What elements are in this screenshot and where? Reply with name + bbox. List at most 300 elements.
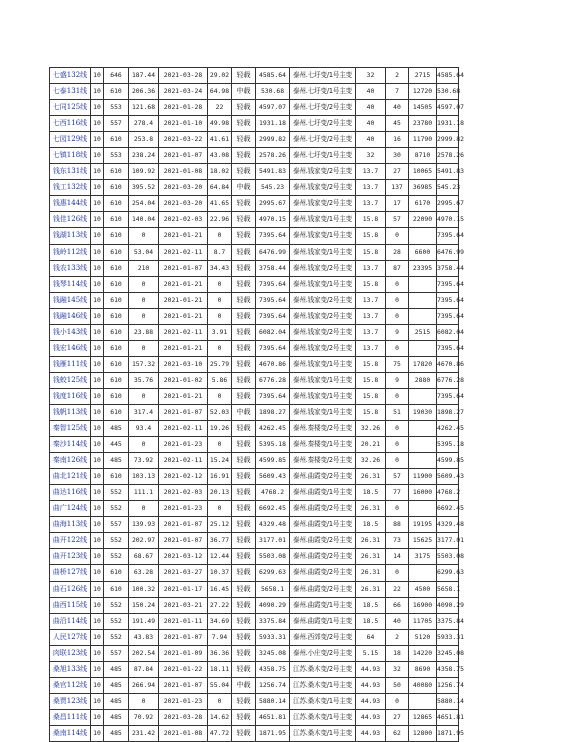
cell-c12: 11900 <box>409 469 437 485</box>
cell-station: 泰州.曲霞变/2号主变 <box>290 581 356 597</box>
cell-name: 秦沙114线 <box>50 437 91 453</box>
cell-date: 2021-01-21 <box>159 340 208 356</box>
cell-c4: 0 <box>129 228 159 244</box>
cell-date: 2021-03-21 <box>159 597 208 613</box>
cell-load: 轻载 <box>232 501 256 517</box>
cell-name: 钱琴114线 <box>50 276 91 292</box>
cell-c8: 5880.14 <box>256 693 290 709</box>
cell-c3: 552 <box>104 549 129 565</box>
cell-c12: 23780 <box>409 116 437 132</box>
cell-c10: 15.8 <box>356 404 386 420</box>
cell-name: 钱农133线 <box>50 260 91 276</box>
cell-station: 泰州.七圩变/2号主变 <box>290 100 356 116</box>
cell-c10: 15.8 <box>356 244 386 260</box>
cell-c11: 0 <box>386 501 409 517</box>
cell-station: 泰州.西郊变/2号主变 <box>290 629 356 645</box>
cell-c13: 7395.64 <box>437 228 459 244</box>
cell-v: 10 <box>91 661 104 677</box>
cell-v: 10 <box>91 581 104 597</box>
cell-c3: 445 <box>104 437 129 453</box>
cell-c11: 0 <box>386 308 409 324</box>
cell-load: 中载 <box>232 180 256 196</box>
cell-c6: 0 <box>208 501 232 517</box>
cell-name: 曲石126线 <box>50 581 91 597</box>
cell-c11: 2 <box>386 629 409 645</box>
cell-c13: 530.68 <box>437 84 459 100</box>
cell-c11: 32 <box>386 661 409 677</box>
cell-c3: 485 <box>104 421 129 437</box>
cell-c6: 64.84 <box>208 180 232 196</box>
cell-c3: 610 <box>104 340 129 356</box>
cell-name: 曲达116线 <box>50 485 91 501</box>
table-row <box>50 196 459 212</box>
cell-name: 钱湖113线 <box>50 228 91 244</box>
cell-c11: 27 <box>386 709 409 725</box>
cell-c10: 15.8 <box>356 212 386 228</box>
cell-station: 泰州.曲霞变/2号主变 <box>290 565 356 581</box>
cell-c12: 16000 <box>409 485 437 501</box>
cell-c4: 210 <box>129 260 159 276</box>
cell-c3: 610 <box>104 228 129 244</box>
cell-v: 10 <box>91 84 104 100</box>
cell-name: 曲西115线 <box>50 597 91 613</box>
cell-station: 泰州.钱家变/2号主变 <box>290 292 356 308</box>
cell-load: 中载 <box>232 84 256 100</box>
cell-c12: 19030 <box>409 404 437 420</box>
cell-v: 10 <box>91 148 104 164</box>
table-row <box>50 356 459 372</box>
cell-c13: 3375.84 <box>437 613 459 629</box>
cell-c12: 10065 <box>409 164 437 180</box>
cell-v: 10 <box>91 565 104 581</box>
cell-c6: 7.94 <box>208 629 232 645</box>
cell-c4: 231.42 <box>129 725 159 741</box>
cell-c11: 40 <box>386 100 409 116</box>
cell-station: 泰州.钱家变/2号主变 <box>290 324 356 340</box>
cell-c4: 0 <box>129 437 159 453</box>
cell-station: 泰州.曲霞变/2号主变 <box>290 501 356 517</box>
cell-name: 桑南114线 <box>50 725 91 741</box>
cell-station: 泰州.钱家变/2号主变 <box>290 308 356 324</box>
cell-c8: 7395.64 <box>256 276 290 292</box>
cell-c4: 0 <box>129 340 159 356</box>
cell-c3: 485 <box>104 725 129 741</box>
cell-load: 轻载 <box>232 260 256 276</box>
cell-c13: 1871.95 <box>437 725 459 741</box>
cell-v: 10 <box>91 308 104 324</box>
cell-c13: 5491.83 <box>437 164 459 180</box>
cell-c4: 103.13 <box>129 469 159 485</box>
cell-c10: 15.8 <box>356 276 386 292</box>
cell-v: 10 <box>91 260 104 276</box>
cell-c8: 7395.64 <box>256 340 290 356</box>
cell-c11: 2 <box>386 68 409 84</box>
cell-date: 2021-01-21 <box>159 308 208 324</box>
cell-c11: 0 <box>386 453 409 469</box>
cell-c3: 557 <box>104 116 129 132</box>
cell-station: 泰州.钱家变/1号主变 <box>290 276 356 292</box>
cell-c6: 43.08 <box>208 148 232 164</box>
cell-c6: 19.26 <box>208 421 232 437</box>
cell-c8: 4329.48 <box>256 517 290 533</box>
cell-date: 2021-02-11 <box>159 453 208 469</box>
cell-load: 轻载 <box>232 517 256 533</box>
cell-load: 轻载 <box>232 581 256 597</box>
cell-load: 轻载 <box>232 597 256 613</box>
cell-name: 七西116线 <box>50 116 91 132</box>
cell-station: 泰州.七圩变/2号主变 <box>290 132 356 148</box>
cell-v: 10 <box>91 613 104 629</box>
cell-c10: 64 <box>356 629 386 645</box>
cell-v: 10 <box>91 68 104 84</box>
cell-name: 桑官112线 <box>50 677 91 693</box>
cell-date: 2021-02-11 <box>159 324 208 340</box>
cell-c13: 545.23 <box>437 180 459 196</box>
cell-c6: 16.45 <box>208 581 232 597</box>
cell-load: 轻载 <box>232 533 256 549</box>
cell-date: 2021-01-23 <box>159 501 208 517</box>
table-row <box>50 533 459 549</box>
cell-date: 2021-01-10 <box>159 116 208 132</box>
cell-station: 泰州.曲霞变/2号主变 <box>290 533 356 549</box>
table-row <box>50 132 459 148</box>
cell-c4: 254.04 <box>129 196 159 212</box>
cell-c13: 4651.81 <box>437 709 459 725</box>
cell-c13: 7395.64 <box>437 292 459 308</box>
cell-c8: 5503.08 <box>256 549 290 565</box>
cell-c12 <box>409 437 437 453</box>
cell-c11: 27 <box>386 164 409 180</box>
cell-c11: 57 <box>386 469 409 485</box>
cell-c11: 87 <box>386 260 409 276</box>
cell-v: 10 <box>91 693 104 709</box>
cell-c3: 610 <box>104 180 129 196</box>
cell-c13: 5880.14 <box>437 693 459 709</box>
cell-station: 泰州.秦楼变/2号主变 <box>290 421 356 437</box>
cell-c10: 13.7 <box>356 308 386 324</box>
cell-date: 2021-03-28 <box>159 68 208 84</box>
table-row <box>50 228 459 244</box>
cell-c8: 5933.31 <box>256 629 290 645</box>
cell-c12 <box>409 501 437 517</box>
cell-c12 <box>409 292 437 308</box>
cell-c12: 6170 <box>409 196 437 212</box>
cell-c12: 22090 <box>409 212 437 228</box>
cell-station: 泰州.曲霞变/2号主变 <box>290 469 356 485</box>
cell-c6: 18.02 <box>208 164 232 180</box>
cell-name: 钱东131线 <box>50 164 91 180</box>
cell-c6: 49.98 <box>208 116 232 132</box>
cell-c13: 5609.43 <box>437 469 459 485</box>
cell-c12: 12800 <box>409 725 437 741</box>
cell-c4: 111.1 <box>129 485 159 501</box>
cell-station: 泰州.曲霞变/2号主变 <box>290 549 356 565</box>
cell-c10: 13.7 <box>356 180 386 196</box>
table-row <box>50 421 459 437</box>
cell-c11: 0 <box>386 565 409 581</box>
cell-c12: 6600 <box>409 244 437 260</box>
cell-c8: 4585.64 <box>256 68 290 84</box>
cell-c12: 23395 <box>409 260 437 276</box>
cell-c11: 137 <box>386 180 409 196</box>
cell-c6: 36.77 <box>208 533 232 549</box>
cell-load: 轻载 <box>232 421 256 437</box>
cell-v: 10 <box>91 629 104 645</box>
cell-name: 桑昌111线 <box>50 709 91 725</box>
cell-c10: 13.7 <box>356 292 386 308</box>
table-row <box>50 629 459 645</box>
cell-c13: 4599.85 <box>437 453 459 469</box>
cell-c8: 530.68 <box>256 84 290 100</box>
cell-c11: 28 <box>386 244 409 260</box>
cell-c4: 395.52 <box>129 180 159 196</box>
cell-load: 轻载 <box>232 437 256 453</box>
cell-station: 泰州.七圩变/1号主变 <box>290 68 356 84</box>
cell-c6: 15.24 <box>208 453 232 469</box>
table-row <box>50 693 459 709</box>
cell-v: 10 <box>91 372 104 388</box>
cell-c3: 610 <box>104 276 129 292</box>
cell-c8: 4358.75 <box>256 661 290 677</box>
cell-c10: 26.31 <box>356 469 386 485</box>
cell-c10: 15.8 <box>356 372 386 388</box>
cell-c11: 0 <box>386 421 409 437</box>
cell-c4: 0 <box>129 308 159 324</box>
cell-date: 2021-03-10 <box>159 356 208 372</box>
cell-c12: 8710 <box>409 148 437 164</box>
table-row <box>50 485 459 501</box>
cell-c6: 64.98 <box>208 84 232 100</box>
cell-load: 轻载 <box>232 132 256 148</box>
cell-v: 10 <box>91 196 104 212</box>
cell-name: 钱雁111线 <box>50 356 91 372</box>
cell-c6: 0 <box>208 308 232 324</box>
cell-c11: 88 <box>386 517 409 533</box>
cell-c3: 552 <box>104 597 129 613</box>
cell-load: 轻载 <box>232 565 256 581</box>
cell-v: 10 <box>91 725 104 741</box>
cell-c13: 4358.75 <box>437 661 459 677</box>
cell-c4: 278.4 <box>129 116 159 132</box>
cell-c6: 0 <box>208 437 232 453</box>
cell-c10: 20.21 <box>356 437 386 453</box>
cell-date: 2021-02-03 <box>159 212 208 228</box>
cell-name: 钱帆113线 <box>50 404 91 420</box>
cell-name: 曲海113线 <box>50 517 91 533</box>
cell-c10: 40 <box>356 100 386 116</box>
cell-c11: 7 <box>386 84 409 100</box>
cell-c12: 11790 <box>409 132 437 148</box>
table-row <box>50 453 459 469</box>
cell-name: 秦南126线 <box>50 453 91 469</box>
cell-load: 轻载 <box>232 324 256 340</box>
table-row <box>50 613 459 629</box>
cell-station: 泰州.七圩变/1号主变 <box>290 84 356 100</box>
cell-c4: 238.24 <box>129 148 159 164</box>
cell-c3: 485 <box>104 677 129 693</box>
cell-name: 七园129线 <box>50 132 91 148</box>
cell-c3: 485 <box>104 709 129 725</box>
cell-c10: 32 <box>356 68 386 84</box>
cell-c13: 2995.67 <box>437 196 459 212</box>
cell-v: 10 <box>91 356 104 372</box>
cell-c11: 57 <box>386 212 409 228</box>
cell-c11: 0 <box>386 292 409 308</box>
cell-v: 10 <box>91 645 104 661</box>
cell-c13: 4329.48 <box>437 517 459 533</box>
cell-c10: 40 <box>356 84 386 100</box>
cell-c10: 44.93 <box>356 661 386 677</box>
cell-c6: 52.03 <box>208 404 232 420</box>
cell-c4: 109.92 <box>129 164 159 180</box>
table-row <box>50 180 459 196</box>
cell-c10: 13.7 <box>356 324 386 340</box>
cell-name: 曲沿114线 <box>50 613 91 629</box>
cell-c10: 44.93 <box>356 693 386 709</box>
cell-c3: 552 <box>104 485 129 501</box>
cell-c11: 40 <box>386 613 409 629</box>
cell-c6: 0 <box>208 228 232 244</box>
cell-c3: 553 <box>104 148 129 164</box>
cell-station: 江苏.桑木变/1号主变 <box>290 677 356 693</box>
cell-load: 轻载 <box>232 453 256 469</box>
cell-c6: 29.02 <box>208 68 232 84</box>
cell-date: 2021-02-12 <box>159 469 208 485</box>
cell-c12: 8690 <box>409 661 437 677</box>
cell-c4: 202.97 <box>129 533 159 549</box>
cell-c6: 3.91 <box>208 324 232 340</box>
table-row <box>50 148 459 164</box>
cell-c12: 4500 <box>409 581 437 597</box>
cell-date: 2021-01-07 <box>159 517 208 533</box>
cell-c10: 44.93 <box>356 677 386 693</box>
cell-v: 10 <box>91 404 104 420</box>
cell-c3: 610 <box>104 388 129 404</box>
cell-c8: 4670.86 <box>256 356 290 372</box>
cell-v: 10 <box>91 469 104 485</box>
cell-c10: 26.31 <box>356 533 386 549</box>
cell-v: 10 <box>91 597 104 613</box>
cell-c13: 4597.07 <box>437 100 459 116</box>
cell-c12 <box>409 276 437 292</box>
table-row <box>50 725 459 741</box>
cell-c10: 18.5 <box>356 597 386 613</box>
cell-v: 10 <box>91 677 104 693</box>
cell-c6: 0 <box>208 388 232 404</box>
cell-load: 轻载 <box>232 228 256 244</box>
table-row <box>50 501 459 517</box>
cell-c4: 35.76 <box>129 372 159 388</box>
cell-c4: 68.67 <box>129 549 159 565</box>
cell-c12: 16900 <box>409 597 437 613</box>
cell-c13: 4970.15 <box>437 212 459 228</box>
cell-name: 曲桥127线 <box>50 565 91 581</box>
cell-c10: 26.31 <box>356 565 386 581</box>
table-row <box>50 709 459 725</box>
cell-c6: 16.91 <box>208 469 232 485</box>
cell-c8: 4090.29 <box>256 597 290 613</box>
cell-c4: 253.8 <box>129 132 159 148</box>
cell-load: 轻载 <box>232 549 256 565</box>
cell-c10: 44.93 <box>356 725 386 741</box>
table-row <box>50 437 459 453</box>
cell-c4: 157.32 <box>129 356 159 372</box>
feeder-load-table <box>49 67 464 742</box>
cell-date: 2021-01-07 <box>159 260 208 276</box>
cell-date: 2021-01-07 <box>159 629 208 645</box>
cell-name: 钱佳126线 <box>50 212 91 228</box>
cell-c13: 5395.18 <box>437 437 459 453</box>
cell-station: 泰州.钱家变/2号主变 <box>290 260 356 276</box>
cell-c12: 11705 <box>409 613 437 629</box>
cell-c4: 100.32 <box>129 581 159 597</box>
cell-c3: 610 <box>104 581 129 597</box>
cell-c4: 121.68 <box>129 100 159 116</box>
cell-date: 2021-01-23 <box>159 437 208 453</box>
table-row <box>50 581 459 597</box>
cell-c10: 5.15 <box>356 645 386 661</box>
cell-c11: 18 <box>386 645 409 661</box>
cell-c13: 4262.45 <box>437 421 459 437</box>
cell-name: 秦智125线 <box>50 421 91 437</box>
cell-date: 2021-03-20 <box>159 196 208 212</box>
cell-load: 中载 <box>232 404 256 420</box>
cell-c3: 557 <box>104 517 129 533</box>
cell-c8: 4768.2 <box>256 485 290 501</box>
cell-station: 泰州.曲霞变/1号主变 <box>290 485 356 501</box>
cell-date: 2021-01-22 <box>159 661 208 677</box>
cell-load: 轻载 <box>232 244 256 260</box>
table-row <box>50 388 459 404</box>
cell-c4: 191.49 <box>129 613 159 629</box>
cell-c6: 55.04 <box>208 677 232 693</box>
cell-c13: 5658.1 <box>437 581 459 597</box>
cell-v: 10 <box>91 709 104 725</box>
cell-c10: 32 <box>356 148 386 164</box>
cell-c3: 610 <box>104 372 129 388</box>
cell-c8: 5658.1 <box>256 581 290 597</box>
cell-c3: 610 <box>104 84 129 100</box>
cell-c12 <box>409 308 437 324</box>
cell-c8: 6299.63 <box>256 565 290 581</box>
cell-c10: 15.8 <box>356 388 386 404</box>
table-row <box>50 469 459 485</box>
cell-c6: 5.86 <box>208 372 232 388</box>
cell-station: 泰州.秦楼变/1号主变 <box>290 437 356 453</box>
cell-c13: 4585.64 <box>437 68 459 84</box>
cell-c6: 34.69 <box>208 613 232 629</box>
cell-c12: 3175 <box>409 549 437 565</box>
cell-c6: 22 <box>208 100 232 116</box>
cell-c13: 1898.27 <box>437 404 459 420</box>
cell-date: 2021-03-24 <box>159 84 208 100</box>
cell-date: 2021-01-07 <box>159 533 208 549</box>
cell-c11: 50 <box>386 677 409 693</box>
cell-c3: 485 <box>104 661 129 677</box>
cell-c3: 552 <box>104 613 129 629</box>
cell-c10: 15.8 <box>356 356 386 372</box>
cell-name: 钱度116线 <box>50 388 91 404</box>
cell-date: 2021-01-21 <box>159 292 208 308</box>
table-row <box>50 340 459 356</box>
cell-name: 钱小143线 <box>50 324 91 340</box>
cell-c11: 75 <box>386 356 409 372</box>
cell-c12: 5120 <box>409 629 437 645</box>
cell-c8: 5609.43 <box>256 469 290 485</box>
cell-c6: 10.37 <box>208 565 232 581</box>
cell-c6: 8.7 <box>208 244 232 260</box>
cell-c12: 14220 <box>409 645 437 661</box>
